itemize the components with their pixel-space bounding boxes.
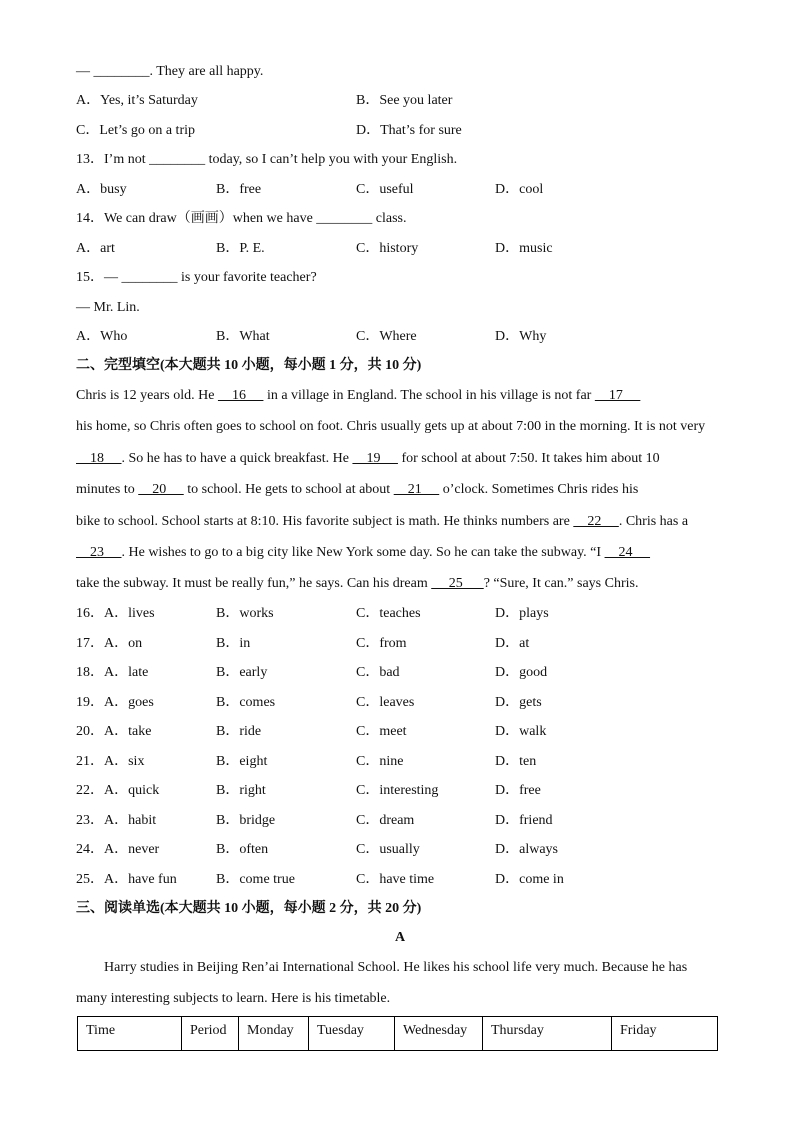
option-letter: D． xyxy=(495,329,520,344)
blank: 19 xyxy=(352,451,398,466)
passage-text: . He wishes to go to a big city like New York some day. So he can take the subway. “I xyxy=(121,545,605,560)
option-text: C．dream xyxy=(356,813,415,828)
passage-text: for school at about 7:50. It takes him about 10 xyxy=(397,451,660,466)
cloze-option xyxy=(356,723,407,741)
cloze-option xyxy=(76,812,156,830)
cloze-option xyxy=(356,605,421,623)
option-text: C．leaves xyxy=(356,695,415,710)
reading-intro-line-1: Harry studies in Beijing Ren’ai International School. He likes his school life very much. Because he has xyxy=(104,960,688,975)
q12-option-c xyxy=(76,122,195,140)
blank: 17 xyxy=(594,388,641,403)
passage-text: minutes to xyxy=(76,482,139,497)
option-text: C．meet xyxy=(356,724,407,739)
cloze-option xyxy=(216,812,275,830)
option-letter: A． xyxy=(76,182,101,197)
option-letter: B． xyxy=(216,182,240,197)
option-letter: A． xyxy=(76,241,101,256)
option-text: A．six xyxy=(104,754,145,769)
option-text: A．habit xyxy=(104,813,157,828)
q13-option-c xyxy=(356,181,414,199)
option-text: free xyxy=(239,182,262,197)
q13-stem: 13．I’m not ________ today, so I can’t help you with your English. xyxy=(76,152,458,167)
option-text: B．come true xyxy=(216,872,295,887)
option-text: Let’s go on a trip xyxy=(99,123,195,138)
option-text: D．plays xyxy=(495,606,549,621)
option-text: history xyxy=(379,241,419,256)
option-text: A．have fun xyxy=(104,872,177,887)
q15-stem: 15．— ________ is your favorite teacher? xyxy=(76,270,317,285)
option-text: D．walk xyxy=(495,724,547,739)
option-text: P. E. xyxy=(239,241,265,256)
cloze-option xyxy=(76,664,148,682)
timetable-header-cell: Monday xyxy=(239,1017,309,1051)
option-text: D．friend xyxy=(495,813,553,828)
passage-text: to school. He gets to school at about xyxy=(183,482,394,497)
cloze-option xyxy=(495,694,542,712)
option-letter: A． xyxy=(76,93,101,108)
option-letter: B． xyxy=(216,241,240,256)
question-number: 21． xyxy=(76,754,104,769)
cloze-option xyxy=(76,841,159,859)
passage-text: ? “Sure, It can.” says Chris. xyxy=(483,576,639,591)
option-text: Who xyxy=(100,329,128,344)
timetable-header-cell: Thursday xyxy=(483,1017,612,1051)
cloze-option xyxy=(76,694,154,712)
timetable-header-cell: Time xyxy=(78,1017,182,1051)
option-text: B．ride xyxy=(216,724,262,739)
cloze-option xyxy=(216,635,250,653)
option-letter: C． xyxy=(356,241,380,256)
timetable-header-cell: Period xyxy=(182,1017,239,1051)
cloze-option xyxy=(216,753,267,771)
option-text: B．right xyxy=(216,783,266,798)
section-2-title: 二、完型填空(本大题共 10 小题，每小题 1 分，共 10 分) xyxy=(76,358,422,373)
option-text: D．free xyxy=(495,783,541,798)
q14-option-a xyxy=(76,240,115,258)
cloze-option xyxy=(495,723,546,741)
option-text: C．usually xyxy=(356,842,420,857)
cloze-option xyxy=(216,694,275,712)
question-number: 22． xyxy=(76,783,104,798)
q15-option-a xyxy=(76,328,127,346)
blank: 20 xyxy=(138,482,184,497)
option-letter: C． xyxy=(76,123,100,138)
option-text: A．take xyxy=(104,724,152,739)
option-letter: B． xyxy=(356,93,380,108)
passage-text: . So he has to have a quick breakfast. He xyxy=(121,451,353,466)
reading-intro-line-2: many interesting subjects to learn. Here is his timetable. xyxy=(76,991,391,1006)
option-text: D．ten xyxy=(495,754,537,769)
option-text: B．early xyxy=(216,665,268,680)
cloze-option xyxy=(76,635,142,653)
passage-text: Chris is 12 years old. He xyxy=(76,388,218,403)
cloze-option xyxy=(76,753,144,771)
passage-line xyxy=(76,575,638,593)
blank: 22 xyxy=(573,514,619,529)
cloze-option xyxy=(216,841,268,859)
question-number: 25． xyxy=(76,872,104,887)
cloze-option xyxy=(356,635,407,653)
q13-option-b xyxy=(216,181,261,199)
option-letter: D． xyxy=(495,241,520,256)
option-text: What xyxy=(239,329,270,344)
option-text: B．works xyxy=(216,606,274,621)
option-text: busy xyxy=(100,182,127,197)
cloze-option xyxy=(356,664,400,682)
passage-line xyxy=(76,513,688,531)
blank: 25 xyxy=(431,576,484,591)
option-text: A．quick xyxy=(104,783,160,798)
option-text: A．goes xyxy=(104,695,154,710)
cloze-option xyxy=(76,871,177,889)
cloze-option xyxy=(216,664,267,682)
cloze-option xyxy=(76,782,159,800)
cloze-option xyxy=(495,841,558,859)
option-text: Why xyxy=(519,329,547,344)
option-text: D．gets xyxy=(495,695,542,710)
option-letter: C． xyxy=(356,182,380,197)
option-text: B．in xyxy=(216,636,251,651)
q12-option-a xyxy=(76,92,198,110)
option-text: D．at xyxy=(495,636,530,651)
option-text: useful xyxy=(379,182,414,197)
cloze-option xyxy=(495,812,553,830)
option-text: That’s for sure xyxy=(380,123,462,138)
cloze-option xyxy=(356,871,434,889)
option-text: D．come in xyxy=(495,872,564,887)
section-3-title: 三、阅读单选(本大题共 10 小题，每小题 2 分，共 20 分) xyxy=(76,901,422,916)
option-text: Where xyxy=(379,329,417,344)
passage-line xyxy=(76,544,650,562)
option-text: cool xyxy=(519,182,544,197)
question-number: 16． xyxy=(76,606,104,621)
option-text: music xyxy=(519,241,553,256)
option-letter: D． xyxy=(356,123,381,138)
passage-text: o’clock. Sometimes Chris rides his xyxy=(439,482,639,497)
q14-stem: 14．We can draw（画画）when we have ________ class. xyxy=(76,211,407,226)
cloze-option xyxy=(216,723,261,741)
cloze-option xyxy=(216,605,274,623)
cloze-option xyxy=(356,812,414,830)
question-number: 20． xyxy=(76,724,104,739)
option-text: B．often xyxy=(216,842,269,857)
option-letter: D． xyxy=(495,182,520,197)
option-text: D．good xyxy=(495,665,548,680)
cloze-option xyxy=(216,782,266,800)
passage-text: take the subway. It must be really fun,” he says. Can his dream xyxy=(76,576,432,591)
passage-text: bike to school. School starts at 8:10. His favorite subject is math. He thinks numbers are xyxy=(76,514,574,529)
q15-option-d xyxy=(495,328,546,346)
cloze-option xyxy=(76,605,155,623)
question-number: 24． xyxy=(76,842,104,857)
option-text: B．bridge xyxy=(216,813,276,828)
question-number: 19． xyxy=(76,695,104,710)
passage-line xyxy=(76,387,640,405)
option-text: D．always xyxy=(495,842,558,857)
q14-option-b xyxy=(216,240,265,258)
passage-text: . Chris has a xyxy=(618,514,689,529)
timetable-header-row xyxy=(78,1017,718,1051)
cloze-option xyxy=(76,723,151,741)
option-text: C．teaches xyxy=(356,606,421,621)
q14-option-d xyxy=(495,240,553,258)
option-text: C．bad xyxy=(356,665,400,680)
timetable-header-cell: Friday xyxy=(612,1017,718,1051)
option-text: art xyxy=(100,241,115,256)
blank: 21 xyxy=(393,482,440,497)
cloze-option xyxy=(356,782,438,800)
cloze-option xyxy=(495,664,547,682)
option-text: A．lives xyxy=(104,606,155,621)
cloze-option xyxy=(495,605,549,623)
blank: 24 xyxy=(604,545,651,560)
cloze-option xyxy=(495,871,564,889)
q13-option-d xyxy=(495,181,543,199)
blank: 23 xyxy=(76,545,122,560)
cloze-option xyxy=(495,635,529,653)
option-text: B．eight xyxy=(216,754,268,769)
timetable-header-cell: Wednesday xyxy=(395,1017,483,1051)
question-number: 17． xyxy=(76,636,104,651)
option-letter: A． xyxy=(76,329,101,344)
cloze-option xyxy=(356,841,420,859)
cloze-option xyxy=(356,753,403,771)
option-text: C．interesting xyxy=(356,783,439,798)
cloze-option xyxy=(495,753,536,771)
option-text: C．have time xyxy=(356,872,435,887)
passage-label: A xyxy=(394,930,406,945)
passage-line xyxy=(76,418,705,436)
question-number: 18． xyxy=(76,665,104,680)
q12-option-b xyxy=(356,92,452,110)
option-letter: C． xyxy=(356,329,380,344)
q15-answer-line: — Mr. Lin. xyxy=(76,300,140,315)
passage-text: his home, so Chris often goes to school on foot. Chris usually gets up at about 7:00 in the morning. It is not very xyxy=(76,419,706,434)
blank: 16 xyxy=(217,388,264,403)
option-text: A．never xyxy=(104,842,160,857)
q15-option-c xyxy=(356,328,417,346)
option-text: A．on xyxy=(104,636,143,651)
option-text: C．from xyxy=(356,636,407,651)
timetable xyxy=(77,1016,718,1051)
passage-line xyxy=(76,450,660,468)
cloze-option xyxy=(356,694,414,712)
option-letter: B． xyxy=(216,329,240,344)
option-text: See you later xyxy=(379,93,453,108)
question-number: 23． xyxy=(76,813,104,828)
q12-option-d xyxy=(356,122,462,140)
cloze-option xyxy=(216,871,295,889)
passage-line xyxy=(76,481,638,499)
cloze-option xyxy=(495,782,541,800)
q14-option-c xyxy=(356,240,418,258)
q13-option-a xyxy=(76,181,127,199)
blank: 18 xyxy=(76,451,122,466)
q15-option-b xyxy=(216,328,270,346)
option-text: Yes, it’s Saturday xyxy=(100,93,198,108)
q12-stem: — ________. They are all happy. xyxy=(76,64,264,79)
option-text: A．late xyxy=(104,665,149,680)
timetable-header-cell: Tuesday xyxy=(309,1017,395,1051)
passage-text: in a village in England. The school in his village is not far xyxy=(263,388,595,403)
option-text: B．comes xyxy=(216,695,276,710)
option-text: C．nine xyxy=(356,754,404,769)
